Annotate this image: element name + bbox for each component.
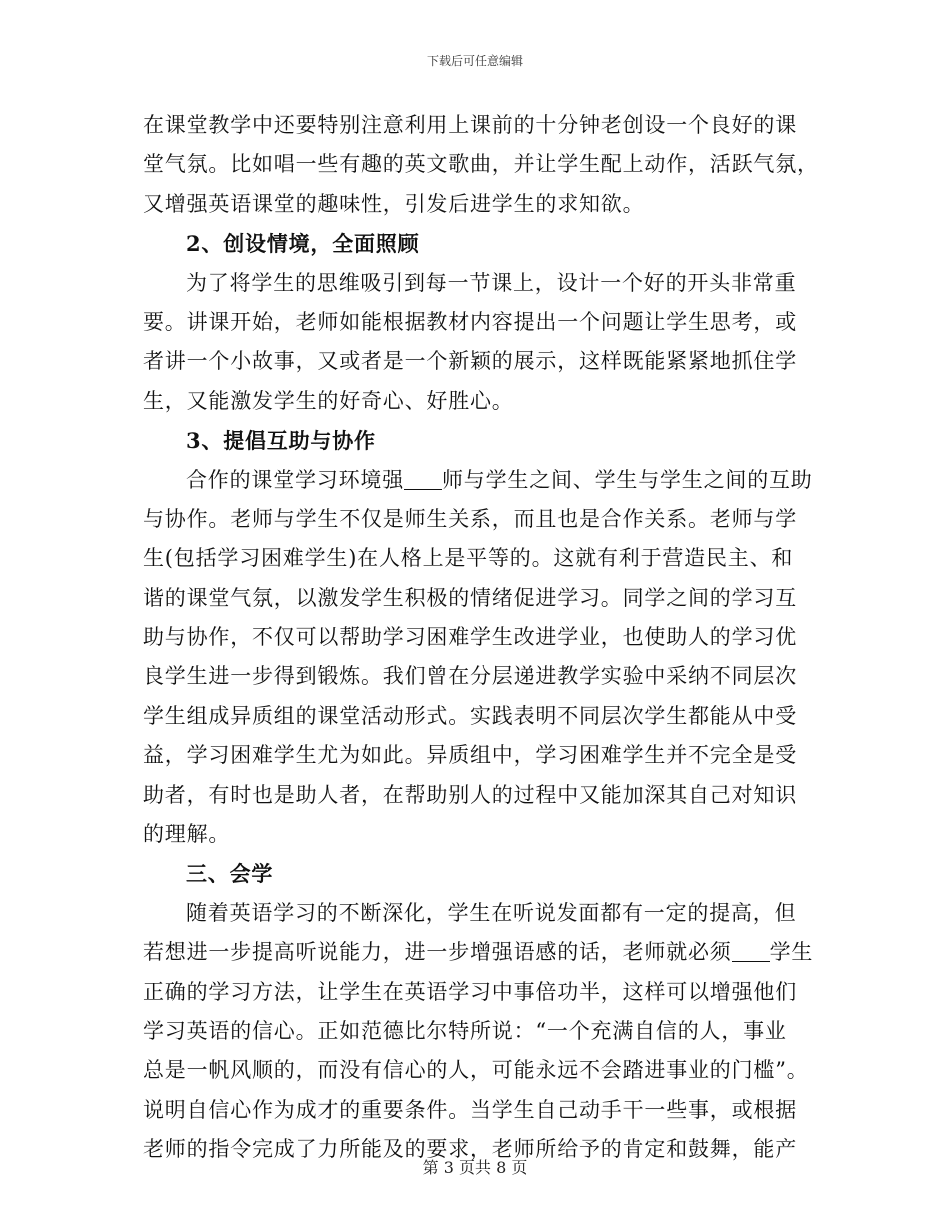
paragraph-line: 说明自信心作为成才的重要条件。当学生自己动手干一些事，或根据: [143, 1097, 797, 1122]
paragraph-line: [143, 461, 813, 500]
paragraph-line: 要。讲课开始，老师如能根据教材内容提出一个问题让学生思考，或: [143, 309, 797, 334]
paragraph-line: 生，又能激发学生的好奇心、好胜心。: [143, 388, 514, 413]
paragraph-line: 正确的学习方法，让学生在英语学习中事倍功半，这样可以增强他们: [143, 979, 797, 1004]
section-heading: 3、提倡互助与协作: [186, 428, 376, 454]
paragraph-line: 老师的指令完成了力所能及的要求，老师所给予的肯定和鼓舞，能产: [143, 1137, 797, 1162]
paragraph-line: 在课堂教学中还要特别注意利用上课前的十分钟老创设一个良好的课: [143, 113, 797, 137]
fill-in-blank: [732, 941, 770, 962]
text-segment: 师与学生之间、学生与学生之间的互助: [442, 467, 813, 492]
paragraph-line: 随着英语学习的不断深化，学生在听说发面都有一定的提高，但: [186, 900, 797, 925]
text-segment: 若想进一步提高听说能力，进一步增强语感的话，老师就必须: [143, 940, 732, 965]
paragraph-line: 总是一帆风顺的，而没有信心的人，可能永远不会踏进事业的门槛”。: [143, 1058, 809, 1083]
paragraph-line: 堂气氛。比如唱一些有趣的英文歌曲，并让学生配上动作，活跃气氛，: [143, 152, 819, 177]
section-heading: 三、会学: [186, 861, 274, 887]
paragraph-line: 的理解。: [143, 822, 231, 847]
text-segment: 学生: [769, 940, 814, 965]
paragraph-line: 助者，有时也是助人者，在帮助别人的过程中又能加深其自己对知识: [143, 782, 797, 807]
section-heading: 2、创设情境，全面照顾: [186, 231, 420, 257]
paragraph-line: 谐的课堂气氛，以激发学生积极的情绪促进学习。同学之间的学习互: [143, 585, 797, 610]
paragraph-line: 者讲一个小故事，又或者是一个新颖的展示，这样既能紧紧地抓住学: [143, 349, 797, 374]
paragraph-line: 又增强英语课堂的趣味性，引发后进学生的求知欲。: [143, 191, 645, 216]
text-segment: 合作的课堂学习环境强: [186, 467, 404, 492]
paragraph-line: 学生组成异质组的课堂活动形式。实践表明不同层次学生都能从中受: [143, 703, 797, 728]
paragraph-line: 与协作。老师与学生不仅是师生关系，而且也是合作关系。老师与学: [143, 506, 797, 531]
paragraph-line: [143, 933, 814, 972]
paragraph-line: 学习英语的信心。正如范德比尔特所说：“一个充满自信的人，事业: [143, 1018, 787, 1043]
paragraph-line: 良学生进一步得到锻炼。我们曾在分层递进教学实验中采纳不同层次: [143, 664, 797, 689]
paragraph-line: 助与协作，不仅可以帮助学习困难学生改进学业，也使助人的学习优: [143, 625, 797, 650]
fill-in-blank: [404, 469, 442, 490]
paragraph-line: 益，学习困难学生尤为如此。异质组中，学习困难学生并不完全是受: [143, 743, 797, 768]
paragraph-line: 生(包括学习困难学生)在人格上是平等的。这就有利于营造民主、和: [143, 546, 794, 571]
page-header: 下载后可任意编辑: [426, 54, 523, 68]
paragraph-line: 为了将学生的思维吸引到每一节课上，设计一个好的开头非常重: [186, 270, 797, 295]
document-body: [143, 106, 819, 1170]
page-footer: 第 3 页共 8 页: [422, 1158, 528, 1177]
